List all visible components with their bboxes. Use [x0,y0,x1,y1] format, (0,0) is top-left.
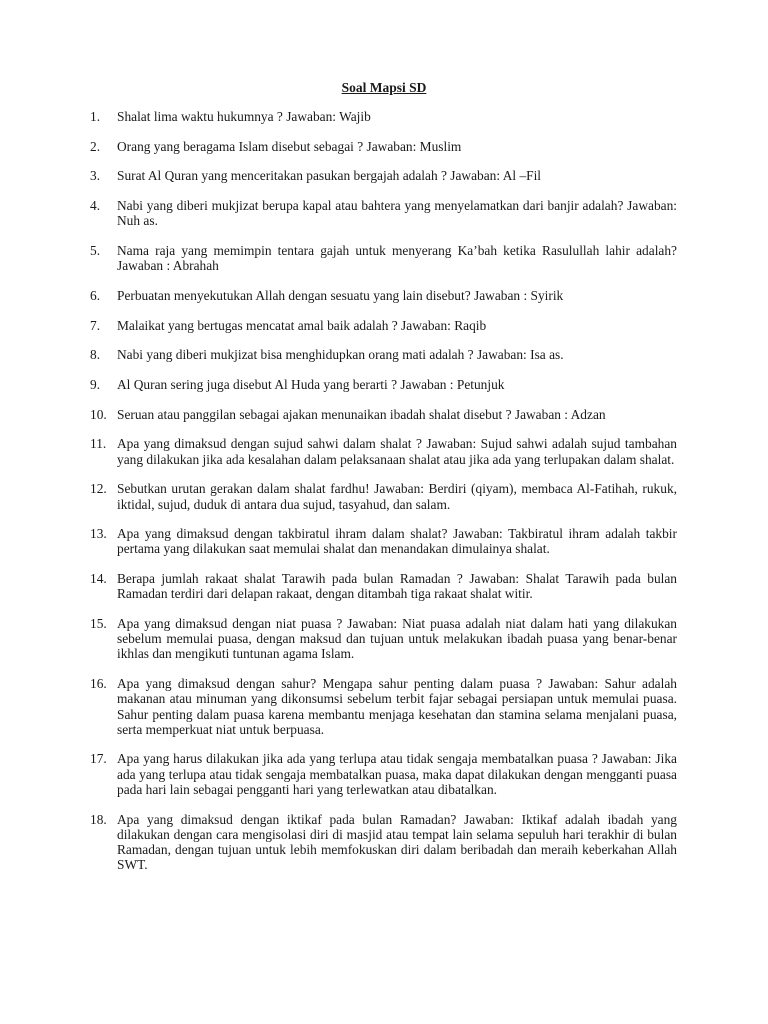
question-text: Surat Al Quran yang menceritakan pasukan bergajah adalah ? Jawaban: Al –Fil [117,168,542,184]
question-text: Apa yang dimaksud dengan sahur? Mengapa sahur penting dalam puasa ? Jawaban: Sahur adalah makanan atau minuman yang dikonsumsi sebelum terbit fajar sebagai persiapan untuk memulai puasa. Sahur penting dalam puasa karena membantu menjaga kesehatan dan stamina selama menjalani puasa, serta memperkuat niat untuk berpuasa. [117,676,677,737]
question-number: 18. [90,811,107,827]
question-text: Sebutkan urutan gerakan dalam shalat fardhu! Jawaban: Berdiri (qiyam), membaca Al-Fatihah, rukuk, iktidal, sujud, duduk di antara dua sujud, tasyahud, dan salam. [117,481,677,512]
question-text: Apa yang dimaksud dengan iktikaf pada bulan Ramadan? Jawaban: Iktikaf adalah ibadah yang dilakukan dengan cara mengisolasi diri di masjid atau tempat lain selama sepuluh hari terakhir di bulan Ramadan, dengan tujuan untuk lebih memfokuskan diri dalam beribadah dan meraih keberkahan Allah SWT. [117,811,677,873]
question-list [90,109,677,887]
question-item [90,168,677,183]
question-number: 3. [90,168,101,184]
question-item [90,751,677,797]
question-number: 13. [90,526,107,542]
question-item [90,198,677,228]
question-text: Al Quran sering juga disebut Al Huda yang berarti ? Jawaban : Petunjuk [117,377,505,393]
question-number: 10. [90,406,107,422]
question-number: 15. [90,616,107,632]
question-number: 16. [90,676,107,692]
question-text: Nabi yang diberi mukjizat berupa kapal atau bahtera yang menyelamatkan dari banjir adalah? Jawaban: Nuh as. [117,198,677,229]
question-text: Nama raja yang memimpin tentara gajah untuk menyerang Ka’bah ketika Rasulullah lahir adalah? Jawaban : Abrahah [117,243,677,274]
question-item [90,616,677,662]
question-item [90,481,677,511]
question-text: Apa yang harus dilakukan jika ada yang terlupa atau tidak sengaja membatalkan puasa ? Jawaban: Jika ada yang terlupa atau tidak sengaja membatalkan puasa, maka dapat dilakukan dengan mengganti puasa pada hari lain sebagai pengganti hari yang terlewatkan atau dibatalkan. [117,751,677,797]
question-item [90,407,677,422]
question-number: 14. [90,571,107,587]
question-number: 4. [90,198,101,214]
question-item [90,243,677,273]
question-text: Malaikat yang bertugas mencatat amal baik adalah ? Jawaban: Raqib [117,317,487,333]
document-title: Soal Mapsi SD [341,80,427,95]
question-number: 8. [90,347,101,363]
question-item [90,288,677,303]
question-number: 17. [90,751,107,767]
question-number: 6. [90,287,101,303]
question-number: 5. [90,243,101,259]
question-item [90,571,677,601]
question-text: Berapa jumlah rakaat shalat Tarawih pada bulan Ramadan ? Jawaban: Shalat Tarawih pada bulan Ramadan terdiri dari delapan rakaat, dengan ditambah tiga rakaat shalat witir. [117,571,677,602]
question-number: 2. [90,138,101,154]
question-text: Seruan atau panggilan sebagai ajakan menunaikan ibadah shalat disebut ? Jawaban : Adzan [117,406,606,422]
question-item [90,347,677,362]
question-item [90,109,677,124]
question-item [90,436,677,466]
question-item [90,812,677,873]
question-item [90,676,677,737]
question-text: Apa yang dimaksud dengan takbiratul ihram dalam shalat? Jawaban: Takbiratul ihram adalah takbir pertama yang dilakukan saat memulai shalat dan menandakan dimulainya shalat. [117,526,677,557]
question-text: Shalat lima waktu hukumnya ? Jawaban: Wajib [117,109,371,124]
question-number: 12. [90,481,107,497]
question-text: Nabi yang diberi mukjizat bisa menghidupkan orang mati adalah ? Jawaban: Isa as. [117,347,564,363]
question-number: 7. [90,317,101,333]
question-item [90,377,677,392]
question-text: Apa yang dimaksud dengan sujud sahwi dalam shalat ? Jawaban: Sujud sahwi adalah sujud tambahan yang dilakukan jika ada kesalahan dalam pelaksanaan shalat atau jika ada yang terlupakan dalam shalat. [117,436,677,467]
question-item [90,139,677,154]
question-text: Perbuatan menyekutukan Allah dengan sesuatu yang lain disebut? Jawaban : Syirik [117,287,564,303]
question-text: Apa yang dimaksud dengan niat puasa ? Jawaban: Niat puasa adalah niat dalam hati yang dilakukan sebelum memulai puasa, dengan maksud dan tujuan untuk melakukan ibadah puasa yang benar-benar ikhlas dan mengikuti tuntunan agama Islam. [117,616,677,662]
question-number: 1. [90,109,101,124]
question-number: 11. [90,436,107,452]
question-text: Orang yang beragama Islam disebut sebagai ? Jawaban: Muslim [117,138,462,154]
question-item [90,526,677,556]
question-item [90,318,677,333]
question-number: 9. [90,377,101,393]
